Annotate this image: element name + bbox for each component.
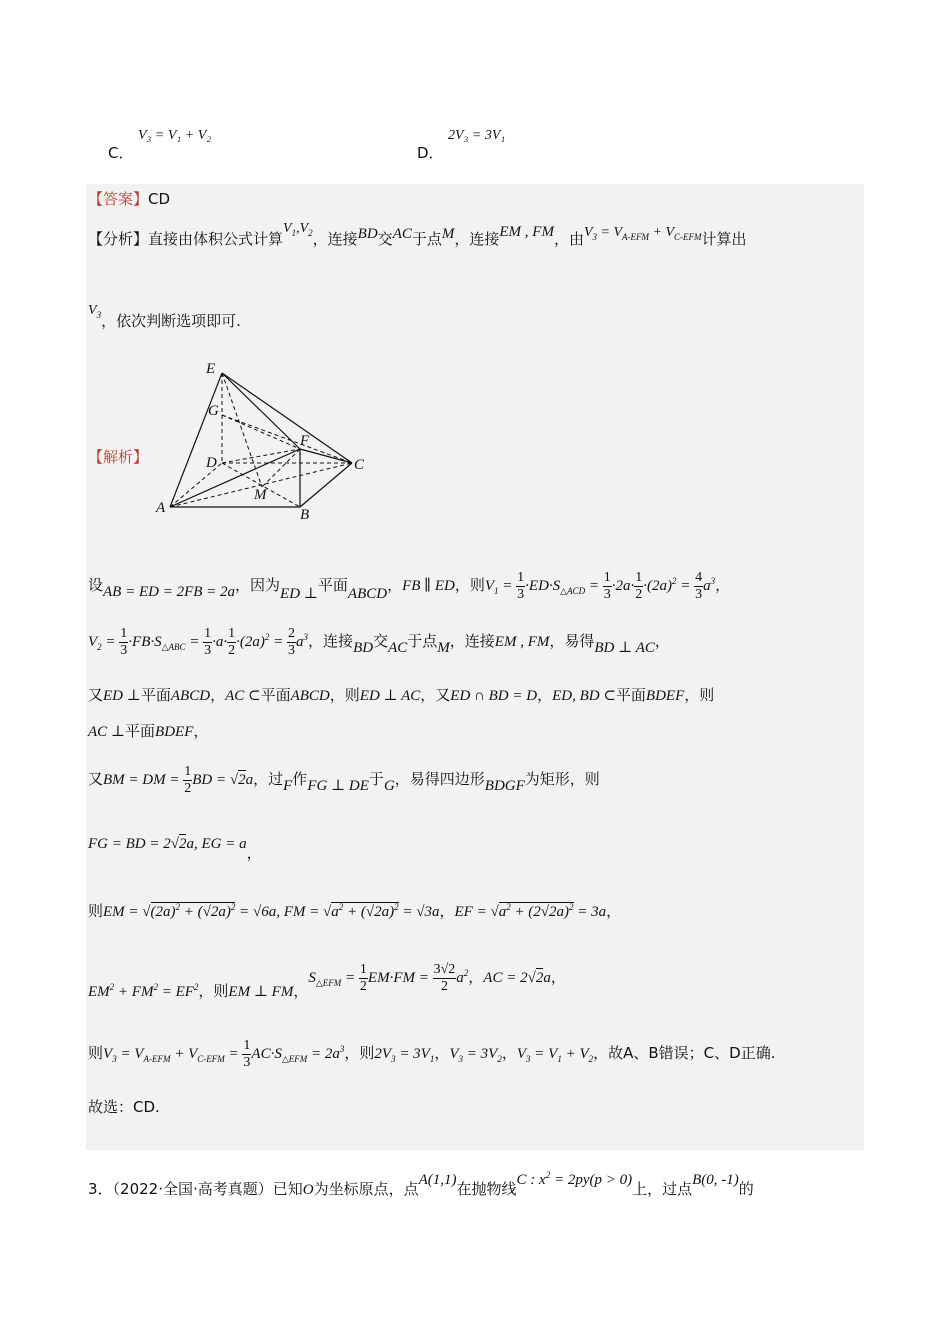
label-d: D [206, 455, 217, 471]
answer-value: CD [148, 190, 171, 208]
solution-line-9: 则$V_3 = V_{A-EFM} + V_{C-EFM}$ = $\frac{1}{3}$ $AC\cdot S_{\triangle EFM} = 2a^3$，则$2V_3 = 3V_1$，$V_3 = 3V_2$，$V_3 = V_1 + V_2$，故A、B错误；C、D正确. [88, 1038, 776, 1070]
solution-line-6: FG = BD = 2√2a, EG = a， [88, 836, 262, 862]
analysis-tag: 【分析】 [88, 230, 149, 248]
label-m: M [254, 487, 267, 503]
edge-fm [262, 449, 300, 487]
option-d-formula: 2V₃ = 3V₁ [448, 128, 506, 143]
pyramid-figure [150, 355, 380, 525]
analysis-line-2: $V_3$，依次判断选项即可. [88, 303, 241, 330]
label-a: A [156, 500, 166, 516]
label-g: G [208, 403, 219, 419]
solution-line-4: AC ⊥平面BDEF， [88, 722, 209, 740]
option-c-formula: V₃ = V₁ + V₂ [138, 128, 212, 143]
label-b: B [300, 507, 310, 523]
solution-line-5: 又BM = DM = $\frac{1}{2}$ BD = √2a，过F作FG ⊥ DE于G，易得四边形BDGF为矩形，则 [88, 764, 600, 796]
option-d-label: D． [417, 144, 444, 162]
label-c: C [354, 457, 365, 473]
answer-line [88, 188, 170, 209]
solution-line-1: 设AB = ED = 2FB = 2a，因为ED ⊥平面ABCD，FB ∥ ED，则$V_1$ = $\frac{1}{3}$ $\cdot ED\cdot S_{\triangle ACD}$ = $\frac{1}{3}$ ·2a· $\frac{1}{2}$ $\cdot(2a)^2$ = $\frac{4}{3}$ $a^3$， [88, 570, 731, 602]
edge-fc [300, 449, 352, 463]
solution-line-2: $V_2$ = $\frac{1}{3}$ $\cdot FB\cdot S_{\triangle ABC}$ = $\frac{1}{3}$ ·a· $\frac{1}{2}$ $\cdot(2a)^2$ = $\frac{2}{3}$ $a^3$，连接BD交AC于点M，连接EM , FM，易得BD ⊥ AC， [88, 626, 670, 658]
solution-line-8: $EM^2 + FM^2 = EF^2$，则EM ⊥ FM，$S_{\triangle EFM}$ = $\frac{1}{2}$ EM·FM = $\frac{3√2}{2}$ $a^2$，AC = 2√2a， [88, 962, 566, 1000]
edge-bc [300, 463, 352, 507]
edge-gc [222, 415, 352, 463]
label-f: F [300, 433, 310, 449]
problem-number: 3． [88, 1180, 113, 1198]
solution-line-3: 又ED ⊥平面ABCD，AC ⊂平面ABCD，则ED ⊥ AC，又ED ∩ BD = D，ED, BD ⊂平面BDEF，则 [88, 686, 715, 704]
label-e: E [206, 361, 216, 377]
solution-line-7: 则EM = $√(2a)^2 + (√2a)^2 = √6a$, FM = $√a^2 + (√2a)^2 = √3a$，EF = $√a^2 + (2√2a)^2 = 3a$， [88, 902, 622, 920]
solution-tag: 【解析】 [88, 448, 149, 466]
solution-line-10: 故选：CD. [88, 1098, 160, 1116]
option-c-label: C． [108, 144, 134, 162]
edge-ec [222, 373, 352, 463]
edge-gf [222, 415, 300, 449]
problem-3-line: 3．（2022·全国·高考真题）已知O为坐标原点，点A(1,1)在抛物线C : $x^2 = 2py(p > 0)$上，过点B(0, -1)的 [88, 1170, 754, 1198]
edge-ef [222, 373, 300, 449]
answer-tag: 【答案】 [88, 190, 149, 208]
analysis-line-1: 【分析】直接由体积公式计算$V_1,V_2$，连接BD交AC于点M，连接EM , FM，由$V_3 = V_{A-EFM} + V_{C-EFM}$计算出 [88, 221, 747, 248]
